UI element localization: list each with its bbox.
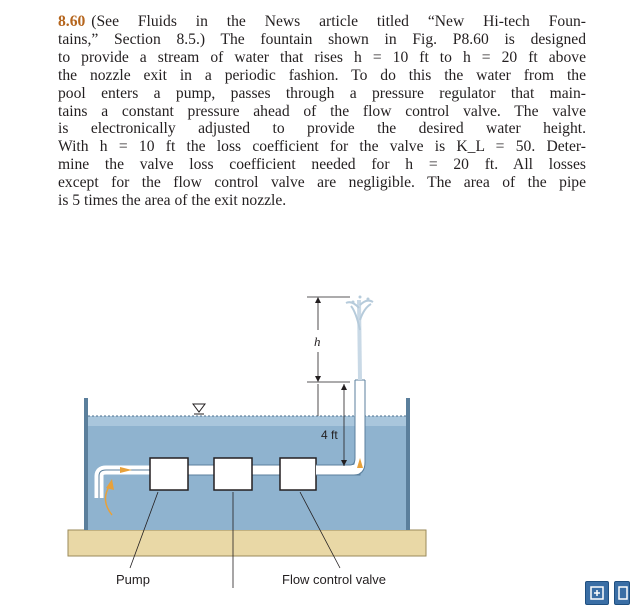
- problem-line-5: pool enters a pump, passes through a pressure regulator that main-: [58, 84, 586, 102]
- problem-line-6: tains a constant pressure ahead of the flow control valve. The valve: [58, 102, 586, 120]
- pool-wall-right: [406, 398, 410, 530]
- four-ft-label: 4 ft: [321, 428, 338, 442]
- pump-label: Pump: [116, 572, 150, 587]
- problem-line-1: 8.60 (See Fluids in the News article titled “New Hi-tech Foun-: [58, 13, 586, 30]
- problem-line-3: to provide a stream of water that rises h = 10 ft to h = 20 ft above: [58, 48, 586, 66]
- problem-line-11: is 5 times the area of the exit nozzle.: [58, 192, 287, 210]
- problem-number: 8.60: [58, 13, 86, 30]
- pump-box: [150, 458, 188, 490]
- panel-icon: [615, 582, 629, 604]
- pressure-regulator-box: [214, 458, 252, 490]
- water-jet: [346, 296, 373, 381]
- flow-control-valve-label: Flow control valve: [282, 572, 387, 587]
- free-surface-icon: [193, 404, 205, 412]
- expand-button[interactable]: [585, 581, 609, 605]
- pool-wall-left: [84, 398, 88, 530]
- flow-control-valve-box: [280, 458, 316, 490]
- problem-line-10: except for the flow control valve are negligible. The area of the pipe: [58, 174, 586, 192]
- panel-button[interactable]: [614, 581, 630, 605]
- problem-line-2: tains,” Section 8.5.) The fountain shown in Fig. P8.60 is designed: [58, 30, 586, 48]
- problem-line-9: mine the valve loss coefficient needed for h = 20 ft. All losses: [58, 156, 586, 174]
- ground: [68, 530, 426, 556]
- problem-line-4: the nozzle exit in a periodic fashion. To do this the water from the: [58, 66, 586, 84]
- problem-line-7: is electronically adjusted to provide the desired water height.: [58, 120, 586, 138]
- expand-icon: [586, 582, 608, 604]
- h-label: h: [314, 334, 321, 349]
- problem-line-8: With h = 10 ft the loss coefficient for the valve is K_L = 50. Deter-: [58, 138, 586, 156]
